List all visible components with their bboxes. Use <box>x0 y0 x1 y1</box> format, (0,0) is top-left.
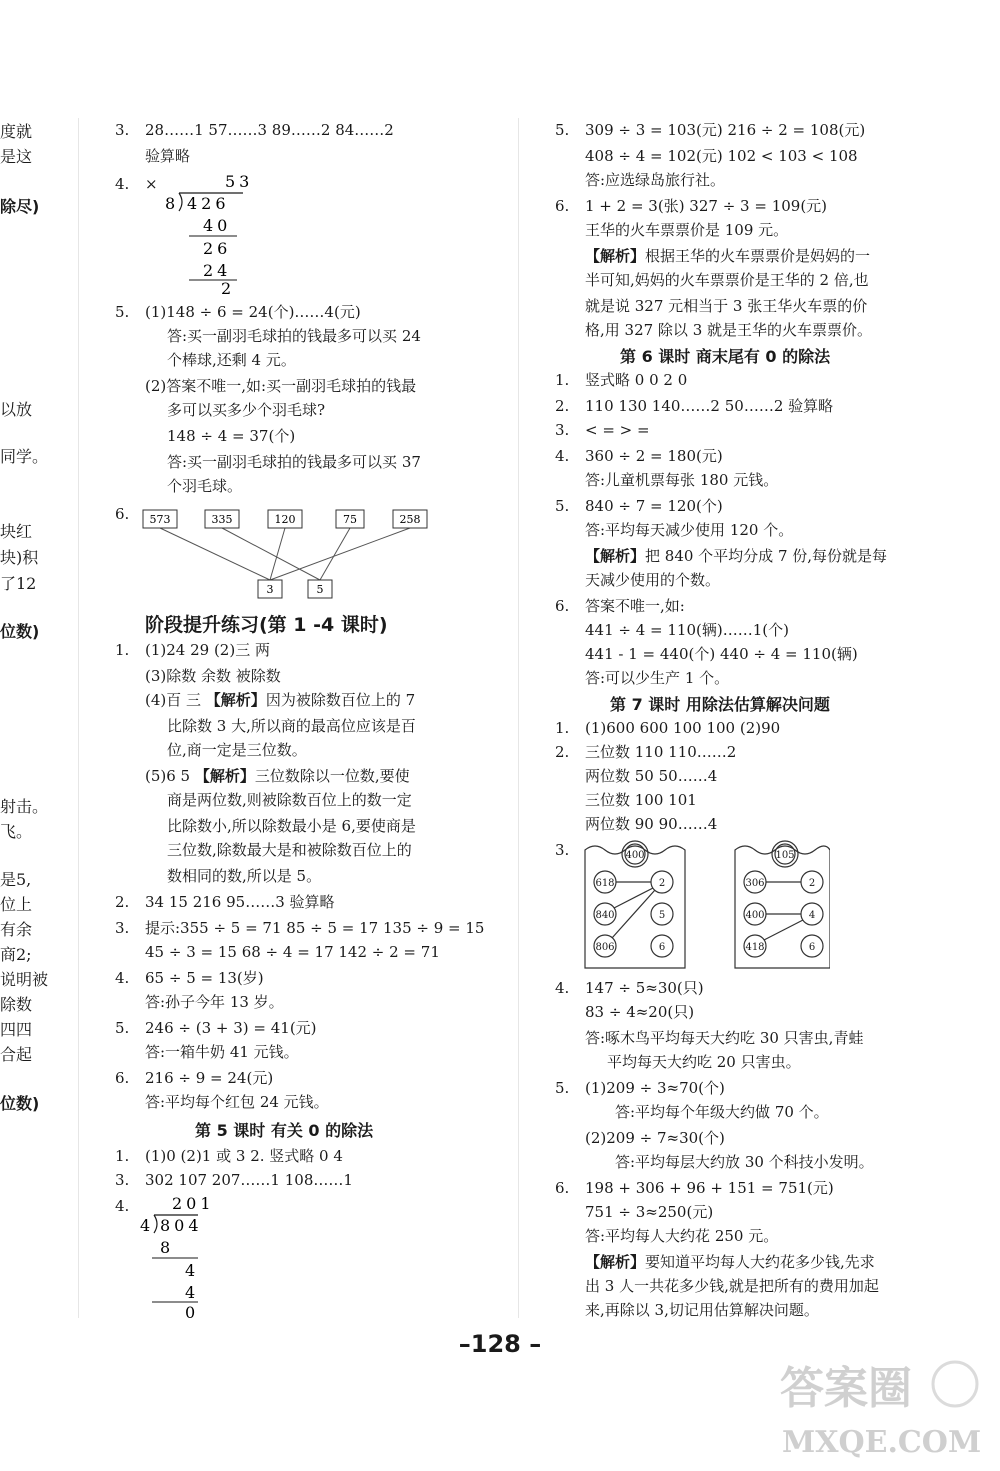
left-fragment-text: 除尽) <box>0 197 40 216</box>
answer-line: 302 107 207……1 108……1 <box>145 1171 353 1189</box>
answer-line: 65 ÷ 5 = 13(岁) <box>145 969 264 987</box>
match-box-top: 258 <box>399 513 421 526</box>
left-fragment-text: 飞。 <box>0 822 33 841</box>
left-fragment-text: 位数) <box>0 1094 40 1113</box>
ld-dividend: 426 <box>187 194 230 213</box>
answer-line: < = > = <box>585 421 650 439</box>
ld-step: 0 <box>185 1303 196 1320</box>
q-number: 3. <box>555 841 570 859</box>
q-number: 6. <box>555 597 570 615</box>
answer-line: 110 130 140……2 50……2 验算略 <box>585 397 834 415</box>
answer-line: 因为被除数百位上的 7 <box>265 691 416 709</box>
answer-line: (5)6 5 <box>145 767 195 785</box>
answer-line: 答:啄木鸟平均每天大约吃 30 只害虫,青蛙 <box>585 1029 864 1047</box>
card-dividend: 618 <box>595 878 615 889</box>
answer-line: 提示:355 ÷ 5 = 71 85 ÷ 5 = 17 135 ÷ 9 = 15 <box>145 919 485 937</box>
match-box-bottom: 3 <box>266 583 274 596</box>
answer-line: 半可知,妈妈的火车票票价是王华的 2 倍,也 <box>585 271 869 289</box>
card-divisor: 2 <box>658 878 666 889</box>
answer-line: 答:平均每个年级大约做 70 个。 <box>615 1103 829 1121</box>
answer-line: (2)209 ÷ 7≈30(个) <box>585 1129 725 1147</box>
long-division-804-by-4 <box>140 1192 230 1320</box>
answer-line: 竖式略 0 0 2 0 <box>585 371 688 389</box>
watermark-text: 答案圈 <box>780 1363 912 1414</box>
answer-line: 三位数除以一位数,要使 <box>254 767 410 785</box>
card-top-number: 400 <box>625 850 645 861</box>
q-number: 3. <box>115 121 130 139</box>
match-box-top: 573 <box>149 513 171 526</box>
section-heading: 阶段提升练习(第 1 -4 课时) <box>145 614 388 636</box>
ld-step: 4 <box>185 1283 196 1302</box>
answer-line: 441 - 1 = 440(个) 440 ÷ 4 = 110(辆) <box>585 645 858 663</box>
q-number: 3. <box>115 919 130 937</box>
answer-line: 441 ÷ 4 = 110(辆)……1(个) <box>585 621 789 639</box>
card-divisor: 6 <box>658 942 666 953</box>
left-fragment-text: 同学。 <box>0 447 49 466</box>
answer-line: 三位数 100 101 <box>585 791 697 809</box>
answer-line: 个羽毛球。 <box>167 477 243 495</box>
answer-line: 答:买一副羽毛球拍的钱最多可以买 24 <box>167 327 421 345</box>
ld-divisor: 8 <box>165 194 176 213</box>
long-division-426-by-8 <box>165 170 255 295</box>
answer-line: 把 840 个平均分成 7 份,每份就是每 <box>645 547 888 565</box>
lesson-heading: 第 5 课时 有关 0 的除法 <box>195 1121 374 1140</box>
ld-divisor: 4 <box>140 1216 151 1235</box>
q-number: 1. <box>555 371 570 389</box>
answer-line: 就是说 327 元相当于 3 张王华火车票的价 <box>585 297 868 315</box>
q-number: 2. <box>115 893 130 911</box>
lesson-heading: 第 6 课时 商末尾有 0 的除法 <box>620 347 831 366</box>
answer-line: 答:平均每天减少使用 120 个。 <box>585 521 794 539</box>
answer-line: 三位数,除数最大是和被除数百位上的 <box>167 841 412 859</box>
answer-line: 答:应选绿岛旅行社。 <box>585 171 726 189</box>
answer-line: 答:儿童机票每张 180 元钱。 <box>585 471 779 489</box>
q-number: 3. <box>115 1171 130 1189</box>
left-fragment-text: 商2; <box>0 945 32 964</box>
ld-step: 4 <box>185 1261 196 1280</box>
answer-line: 两位数 50 50……4 <box>585 767 718 785</box>
q-number: 6. <box>115 1069 130 1087</box>
answer-line: 198 + 306 + 96 + 151 = 751(元) <box>585 1179 834 1197</box>
wrong-mark: × <box>145 175 158 193</box>
answer-line: 商是两位数,则被除数百位上的数一定 <box>167 791 412 809</box>
q-number: 2. <box>555 397 570 415</box>
q-number: 1. <box>555 719 570 737</box>
answer-line: 来,再除以 3,切记用估算解决问题。 <box>585 1301 819 1319</box>
answer-line: 360 ÷ 2 = 180(元) <box>585 447 723 465</box>
ld-step: 40 <box>203 216 232 235</box>
card-dividend: 806 <box>595 942 615 953</box>
ld-dividend: 804 <box>160 1216 203 1235</box>
answer-line: 验算略 <box>145 147 191 165</box>
card-divisor: 2 <box>808 878 816 889</box>
answer-line: 28……1 57……3 89……2 84……2 <box>145 121 394 139</box>
ld-step: 2 <box>221 279 232 295</box>
left-fragment-text: 了12 <box>0 574 37 593</box>
answer-line: 数相同的数,所以是 5。 <box>167 867 322 885</box>
answer-line: (2)答案不唯一,如:买一副羽毛球拍的钱最 <box>145 377 417 395</box>
answer-line: 408 ÷ 4 = 102(元) 102 < 103 < 108 <box>585 147 858 165</box>
ld-step: 26 <box>203 239 232 258</box>
answer-line: 1 + 2 = 3(张) 327 ÷ 3 = 109(元) <box>585 197 828 215</box>
watermark-logo <box>770 1348 990 1463</box>
answer-line: 840 ÷ 7 = 120(个) <box>585 497 723 515</box>
watermark-url: MXQE.COM <box>782 1425 982 1460</box>
answer-line: 答:一箱牛奶 41 元钱。 <box>145 1043 299 1061</box>
q-number: 6. <box>555 1179 570 1197</box>
answer-line: 216 ÷ 9 = 24(元) <box>145 1069 274 1087</box>
answer-line: 比除数小,所以除数最小是 6,要使商是 <box>167 817 416 835</box>
card-dividend: 418 <box>745 942 765 953</box>
left-fragment-text: 合起 <box>0 1045 33 1064</box>
left-fragment-text: 以放 <box>0 400 33 419</box>
analysis-tag: 【解析】 <box>585 547 646 565</box>
q-number: 5. <box>555 121 570 139</box>
left-fragment-text: 位数) <box>0 622 40 641</box>
q-number: 2. <box>555 743 570 761</box>
answer-line: 位,商一定是三位数。 <box>167 741 307 759</box>
answer-line: 309 ÷ 3 = 103(元) 216 ÷ 2 = 108(元) <box>585 121 866 139</box>
match-box-top: 335 <box>211 513 233 526</box>
answer-line: 根据王华的火车票票价是妈妈的一 <box>645 247 871 265</box>
answer-line: 三位数 110 110……2 <box>585 743 737 761</box>
answer-line: 个棒球,还剩 4 元。 <box>167 351 296 369</box>
answer-line: 天减少使用的个数。 <box>585 571 721 589</box>
match-box-top: 75 <box>343 513 357 526</box>
card-divisor: 5 <box>658 910 666 921</box>
answer-line: (1)0 (2)1 或 3 2. 竖式略 0 4 <box>145 1147 343 1165</box>
ld-step: 24 <box>203 261 232 280</box>
card-top-number: 105 <box>775 850 795 861</box>
answer-line: 答:平均每人大约花 250 元。 <box>585 1227 779 1245</box>
answer-line: 83 ÷ 4≈20(只) <box>585 1003 695 1021</box>
answer-line: 比除数 3 大,所以商的最高位应该是百 <box>167 717 416 735</box>
answer-line: (1)24 29 (2)三 两 <box>145 641 270 659</box>
answer-line: 751 ÷ 3≈250(元) <box>585 1203 714 1221</box>
q-number: 5. <box>115 1019 130 1037</box>
answer-line: 要知道平均每人大约花多少钱,先求 <box>645 1253 875 1271</box>
left-fragment-text: 除数 <box>0 995 33 1014</box>
left-fragment-text: 四四 <box>0 1020 33 1039</box>
answer-line: 两位数 90 90……4 <box>585 815 718 833</box>
answer-line: 多可以买多少个羽毛球? <box>167 401 326 419</box>
left-fragment-text: 有余 <box>0 920 33 939</box>
left-fragment-text: 说明被 <box>0 970 49 989</box>
answer-line: (1)209 ÷ 3≈70(个) <box>585 1079 725 1097</box>
answer-line: 34 15 216 95……3 验算略 <box>145 893 335 911</box>
q-number: 1. <box>115 1147 130 1165</box>
answer-line: (1)148 ÷ 6 = 24(个)……4(元) <box>145 303 361 321</box>
left-fragment-text: 射击。 <box>0 797 49 816</box>
ld-step: 8 <box>160 1238 171 1257</box>
card-divisor: 6 <box>808 942 816 953</box>
card-dividend: 306 <box>745 878 765 889</box>
q-number: 5. <box>555 1079 570 1097</box>
q-number: 6. <box>555 197 570 215</box>
q-number: 1. <box>115 641 130 659</box>
q-number: 4. <box>555 447 570 465</box>
match-box-top: 120 <box>274 513 296 526</box>
analysis-tag: 【解析】 <box>585 247 646 265</box>
estimation-cards <box>580 836 830 976</box>
card-dividend: 400 <box>745 910 765 921</box>
answer-line: (3)除数 余数 被除数 <box>145 667 281 685</box>
q-number: 3. <box>555 421 570 439</box>
left-fragment-text: 是这 <box>0 147 33 166</box>
answer-line: 147 ÷ 5≈30(只) <box>585 979 704 997</box>
q-number: 5. <box>115 303 130 321</box>
left-fragment-text: 是5, <box>0 870 32 889</box>
card-divisor: 4 <box>808 910 816 921</box>
match-box-bottom: 5 <box>316 583 324 596</box>
left-fragment-text: 位上 <box>0 895 33 914</box>
analysis-tag: 【解析】 <box>585 1253 646 1271</box>
left-fragment-text: 度就 <box>0 122 33 141</box>
answer-line: 148 ÷ 4 = 37(个) <box>167 427 296 445</box>
answer-line: (1)600 600 100 100 (2)90 <box>585 719 781 737</box>
column-divider <box>518 118 519 1318</box>
matching-diagram <box>140 504 460 604</box>
analysis-tag: 【解析】 <box>205 691 266 709</box>
ld-quotient: 53 <box>225 172 254 191</box>
answer-line: 答:孙子今年 13 岁。 <box>145 993 284 1011</box>
q-number: 4. <box>115 175 130 193</box>
answer-line: 答:可以少生产 1 个。 <box>585 669 730 687</box>
analysis-tag: 【解析】 <box>194 767 255 785</box>
answer-line: 王华的火车票票价是 109 元。 <box>585 221 789 239</box>
q-number: 5. <box>555 497 570 515</box>
page-number: –128 – <box>458 1330 542 1358</box>
answer-line: 格,用 327 除以 3 就是王华的火车票票价。 <box>585 321 873 339</box>
answer-line: 答:平均每个红包 24 元钱。 <box>145 1093 329 1111</box>
q-number: 4. <box>115 969 130 987</box>
card-dividend: 840 <box>595 910 615 921</box>
ld-quotient: 201 <box>172 1194 215 1213</box>
answer-line: 平均每天大约吃 20 只害虫。 <box>607 1053 801 1071</box>
answer-line: 45 ÷ 3 = 15 68 ÷ 4 = 17 142 ÷ 2 = 71 <box>145 943 440 961</box>
answer-line: 答:买一副羽毛球拍的钱最多可以买 37 <box>167 453 421 471</box>
answer-line: (4)百 三 <box>145 691 206 709</box>
q-number: 4. <box>555 979 570 997</box>
column-divider <box>78 118 79 1318</box>
lesson-heading: 第 7 课时 用除法估算解决问题 <box>610 695 830 714</box>
answer-line: 答:平均每层大约放 30 个科技小发明。 <box>615 1153 874 1171</box>
answer-line: 出 3 人一共花多少钱,就是把所有的费用加起 <box>585 1277 879 1295</box>
answer-line: 答案不唯一,如: <box>585 597 685 615</box>
left-fragment-text: 块红 <box>0 522 33 541</box>
answer-line: 246 ÷ (3 + 3) = 41(元) <box>145 1019 317 1037</box>
q-number: 4. <box>115 1197 130 1215</box>
q-number: 6. <box>115 505 130 523</box>
left-fragment-text: 块)积 <box>0 548 39 567</box>
